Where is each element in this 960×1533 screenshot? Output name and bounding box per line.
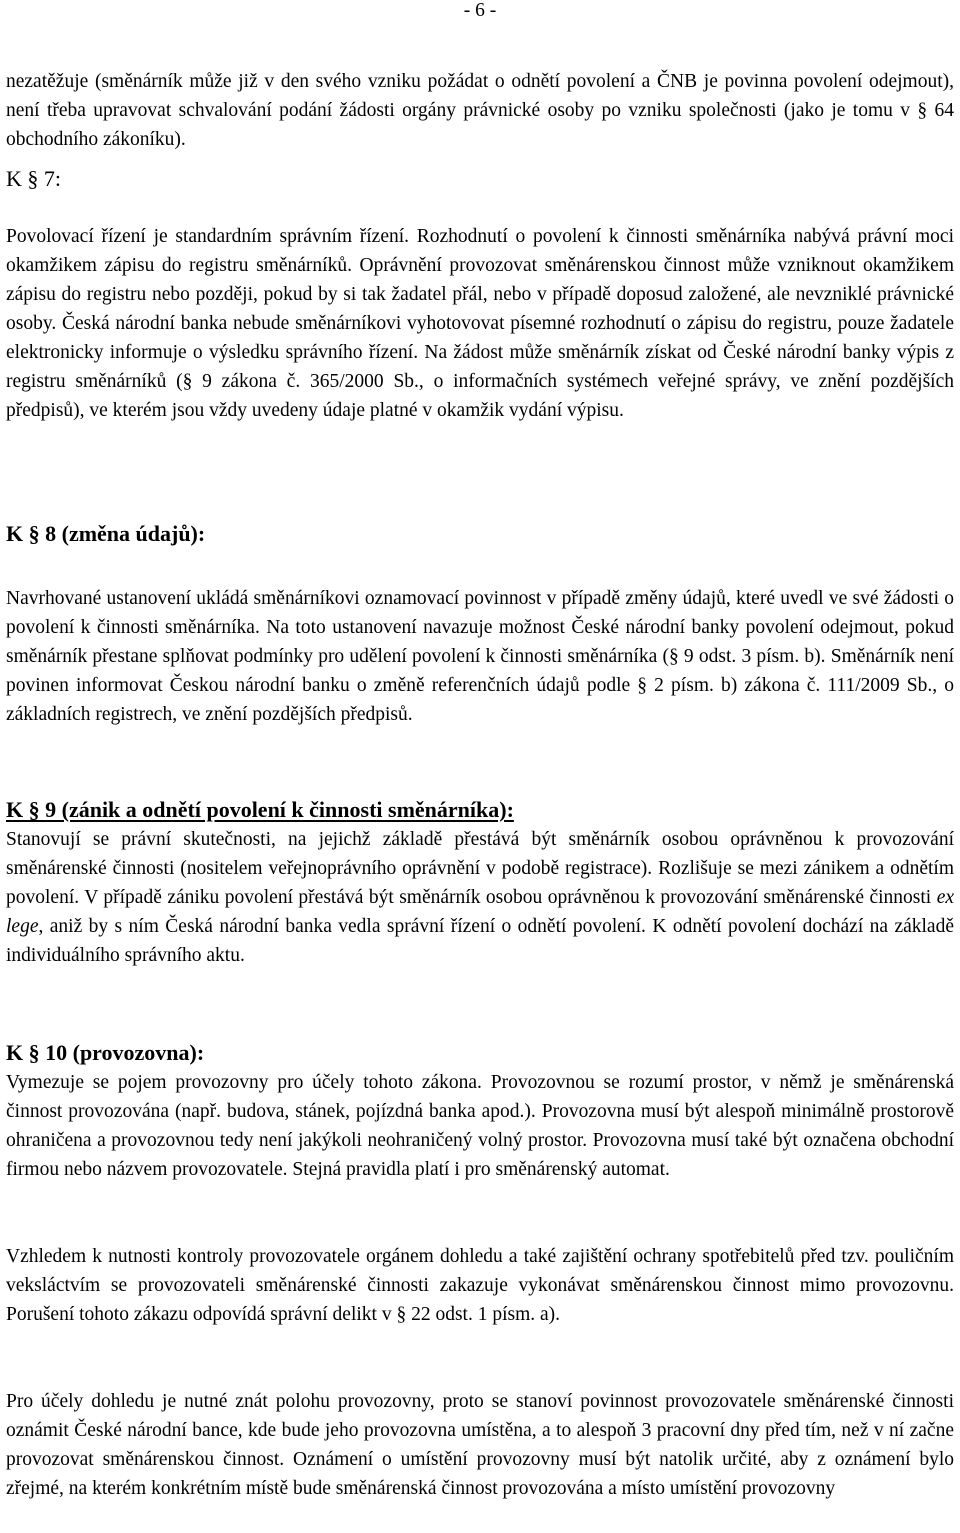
section-10-paragraph-1: Vymezuje se pojem provozovny pro účely tohoto zákona. Provozovnou se rozumí prostor, v němž je směnárenská činnost provozována (např. budova, stánek, pojízdná banka apod.). Provozovna musí být alespoň minimálně prostorově ohraničena a provozovnou tedy není jakýkoli neohraničený volný prostor. Provozovna musí také být označena obchodní firmou nebo názvem provozovatele. Stejná pravidla platí i pro směnárenský automat. [6, 1072, 954, 1180]
section-10-paragraph-3: Pro účely dohledu je nutné znát polohu provozovny, proto se stanoví povinnost provozovatele směnárenské činnosti oznámit České národní bance, kde bude jeho provozovna umístěna, a to alespoň 3 pracovní dny před tím, než v ní začne provozovat směnárenskou činnost. Oznámení o umístění provozovny musí být natolik určité, aby z oznámení bylo zřejmé, na kterém konkrétním místě bude směnárenská činnost provozována a místo umístění provozovny [6, 1391, 954, 1499]
section-9-heading: K § 9 (zánik a odnětí povolení k činnosti směnárníka): [6, 797, 514, 822]
section-9-text-part1: Stanovují se právní skutečnosti, na jejichž základě přestává být směnárník osobou oprávněnou k provozování směnárenské činnosti (nositelem veřejnoprávního oprávnění v podobě registrace). Rozlišuje se mezi zánikem a odnětím povolení. V případě zániku povolení přestává být směnárník osobou oprávněnou k provozování směnárenské činnosti [6, 829, 954, 908]
section-8-paragraph: Navrhované ustanovení ukládá směnárníkovi oznamovací povinnost v případě změny údajů, které uvedl ve své žádosti o povolení k činnosti směnárníka. Na toto ustanovení navazuje možnost České národní banky povolení odejmout, pokud směnárník přestane splňovat podmínky pro udělení povolení k činnosti směnárníka (§ 9 odst. 3 písm. b). Směnárník není povinen informovat Českou národní banku o změně referenčních údajů podle § 2 písm. b) zákona č. 111/2009 Sb., o základních registrech, ve znění pozdějších předpisů. [6, 588, 954, 725]
intro-paragraph: nezatěžuje (směnárník může již v den svého vzniku požádat o odnětí povolení a ČNB je povinna povolení odejmout), není třeba upravovat schvalování podání žádosti orgány právnické osoby po vzniku společnosti (jako je tomu v § 64 obchodního zákoníku). [6, 71, 954, 150]
section-7-paragraph: Povolovací řízení je standardním správním řízení. Rozhodnutí o povolení k činnosti směnárníka nabývá právní moci okamžikem zápisu do registru směnárníků. Oprávnění provozovat směnárenskou činnost může vzniknout okamžikem zápisu do registru nebo později, pokud by si tak žadatel přál, nebo v případě doposud založené, ale nevzniklé právnické osoby. Česká národní banka nebude směnárníkovi vyhotovovat písemné rozhodnutí o zápisu do registru, pouze žadatele elektronicky informuje o výsledku správního řízení. Na žádost může směnárník získat od České národní banky výpis z registru směnárníků (§ 9 zákona č. 365/2000 Sb., o informačních systémech veřejné správy, ve znění pozdějších předpisů), ve kterém jsou vždy uvedeny údaje platné v okamžik vydání výpisu. [6, 226, 954, 421]
section-10-paragraph-2: Vzhledem k nutnosti kontroly provozovatele orgánem dohledu a také zajištění ochrany spotřebitelů před tzv. pouličním veksláctvím se provozovateli směnárenské činnosti zakazuje vykonávat směnárenskou činnost mimo provozovnu. Porušení tohoto zákazu odpovídá správní delikt v § 22 odst. 1 písm. a). [6, 1246, 954, 1325]
section-8-heading: K § 8 (změna údajů): [6, 521, 206, 546]
section-7-heading: K § 7: [6, 166, 61, 191]
section-9-italic-term: ex lege [6, 887, 954, 937]
section-9-paragraph [6, 825, 954, 970]
section-10-heading: K § 10 (provozovna): [6, 1040, 205, 1065]
section-9-text-part2: , aniž by s ním Česká národní banka vedla správní řízení o odnětí povolení. K odnětí povolení dochází na základě individuálního správního aktu. [6, 916, 954, 966]
page-number: - 6 - [463, 0, 497, 21]
